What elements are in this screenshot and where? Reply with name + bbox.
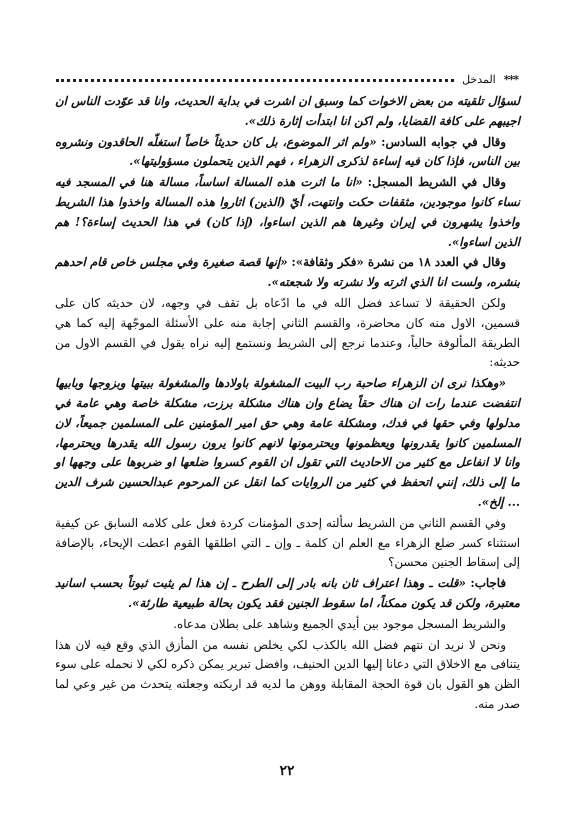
paragraph-4 [55,253,520,293]
paragraph-10 [55,636,520,715]
header-section-title: المدخل [462,73,496,86]
paragraph-text: ونحن لا نريد ان نتهم فضل الله بالكذب لكي يخلص نفسه من المأزق الذي وقع فيه لان هذا يتنافى مع الاخلاق التي دعانا إليها الدين الحنيف، وافضل تبرير يمكن ذكره لكي لا نحمله على سوء الظن هو القول بان قوة الحجة المقابلة ووهن ما لديه قد اربكته وجعلته يتحدث من غير وعي لما صدر منه. [55,637,520,711]
paragraph-text: ولكن الحقيقة لا تساعد فضل الله في ما ادّعاه بل تقف في وجهه، لان حديثه كان على قسمين، الاول منه كان محاضرة، والقسم الثاني إجابة منه على الأسئلة الموجّهة إليه كما هي الطريقة المألوفة حالياً، وعندما نرجع إلى الشريط ونستمع إليه نراه يقول في القسم الاول من حديثه: [55,295,520,370]
paragraph-text: وفي القسم الثاني من الشريط سألته إحدى المؤمنات كردة فعل على كلامه السابق عن كيفية استثناء كسر ضلع الزهراء مع العلم ان كلمة ـ وإن ـ التي اطلقها القوم اعطت الإيحاء، بالإضافة إلى إسقاط الجنين محسن؟ [55,515,520,570]
paragraph-text: «انا ما اثرت هذه المسالة اساساً، مسالة هنا في المسجد فيه نساء كانوا موجودين، مثقفات حكت وانتهت، أيّ (الذين) اثاروا هذه المسالة واخذوا هذا الشريط واخذوا يشهرون في إيران وغيرها هم الذين اساءوا، (إذا كان) في هذا الحديث إساءة؟! هم الذين اساءوا». [55,175,520,249]
running-header [56,66,518,86]
header-marker: *** [503,73,518,86]
paragraph-text: والشريط المسجل موجود بين أيدي الجميع وشاهد على بطلان مدعاه. [173,616,506,631]
paragraph-lead: فاجاب: [470,576,506,591]
paragraph-lead: وقال في الشريط المسجل: [367,175,506,190]
paragraph-7 [55,514,520,573]
header-dotted-rule [56,79,454,82]
paragraph-lead: وقال في العدد ١٨ من نشرة «فكر وثقافة»: [291,255,507,270]
paragraph-1 [55,92,520,132]
paragraph-3 [55,173,520,252]
paragraph-8 [55,574,520,614]
paragraph-2 [55,133,520,173]
paragraph-text: لسؤال تلقيته من بعض الاخوات كما وسبق ان اشرت في بداية الحديث، وانا قد عوّدت الناس ان اجيبهم على كافة القضايا، ولم اكن انا ابتدأت إثارة ذلك». [55,94,520,128]
paragraph-text: «قلت ـ وهذا اعتراف ثان بانه بادر إلى الطرح ـ إن هذا لم يثبت ثبوتاً بحسب اسانيد معتبرة، ولكن قد يكون ممكناً، اما سقوط الجنين فقد يكون بحالة طبيعية طارئة». [55,576,520,610]
paragraph-text: «إنها قصة صغيرة وفي مجلس خاص قام احدهم بنشره، ولست انا الذي اثرته ولا نشرته ولا شجعته». [55,255,520,290]
paragraph-text: «وهكذا نرى ان الزهراء صاحبة رب البيت المشغولة باولادها والمشغولة ببيتها وبزوجها وبابيها انتفضت عندما رات ان هناك حقاً يضاع وان هناك مشكلة برزت، مشكلة خاصة وهي عامة في مدلولها وفي حقها في فدك، ومشكلة عامة وهي حق امير المؤمنين على المسلمين جميعاً، لان المسلمين كانوا يقدرونها ويعظمونها ويحترمونها لانهم كانوا يرون رسول الله يقدرها ويحترمها، وانا لا انفاعل مع كثير من الاحاديث التي تقول ان القوم كسروا ضلعها او ضربوها على وجهها او ما إلى ذلك، إنني اتحفظ في كثير من الروايات كما انقل عن المرحوم عبدالحسين شرف الدين ... إلخ». [55,376,520,509]
paragraph-9 [55,615,520,635]
paragraph-6 [55,374,520,513]
paragraph-text: «ولم اثر الموضوع، بل كان حديثاً خاصاً استغلّه الحاقدون ونشروه بين الناس، فإذا كان فيه إساءة لذكرى الزهراء ، فهم الذين يتحملون مسؤوليتها». [55,134,520,169]
paragraph-lead: وقال في جوابه السادس: [381,134,506,149]
page-body [55,92,520,742]
paragraph-5 [55,294,520,373]
page-number: ٢٢ [279,763,295,779]
